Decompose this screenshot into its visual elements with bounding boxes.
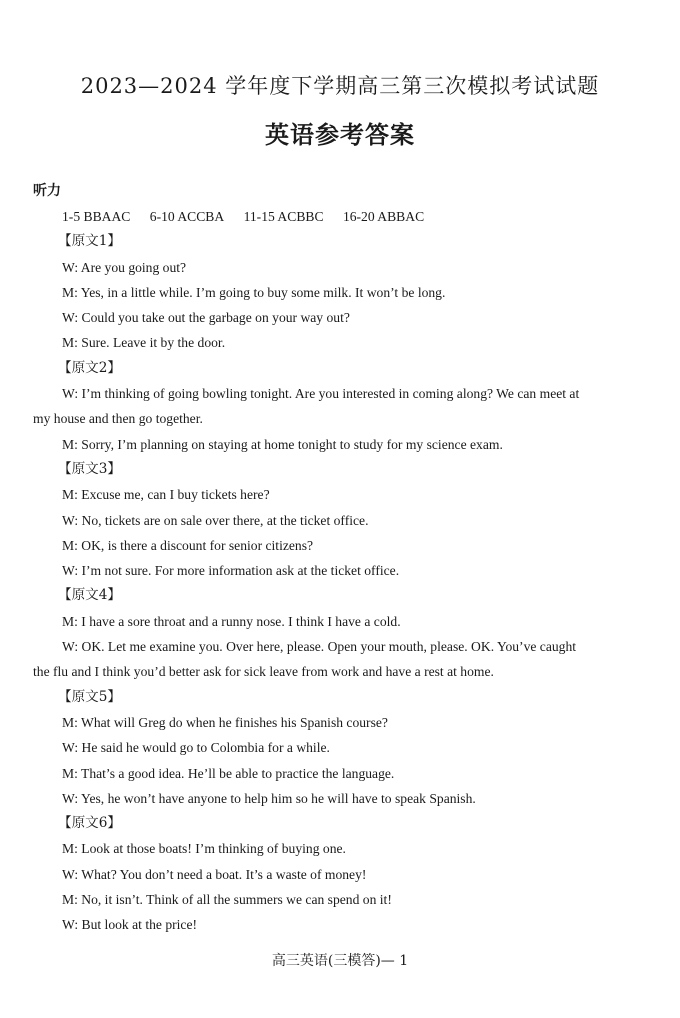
dialogue-line: M: Excuse me, can I buy tickets here?: [62, 487, 270, 503]
dialogue-line: W: Yes, he won’t have anyone to help him so he will have to speak Spanish.: [62, 790, 476, 806]
listening-content: [0, 204, 680, 938]
dialogue-line: W: Are you going out?: [62, 259, 187, 275]
dialogue-line: W: OK. Let me examine you. Over here, please. Open your mouth, please. OK. You’ve caught: [62, 639, 577, 655]
dialogue-line: M: Sorry, I’m planning on staying at home tonight to study for my science exam.: [62, 436, 503, 452]
dialogue-line: W: Could you take out the garbage on your way out?: [62, 310, 350, 326]
exam-title: 2023—2024 学年度下学期高三第三次模拟考试试题: [80, 74, 600, 98]
transcript-label: 【原文5】: [58, 688, 122, 705]
answer-group: 1-5 BBAAC: [62, 209, 131, 224]
transcript-label: 【原文1】: [58, 233, 122, 250]
dialogue-line: W: He said he would go to Colombia for a while.: [62, 740, 330, 756]
transcript-label: 【原文4】: [58, 587, 122, 604]
dialogue-line-continued: the flu and I think you’d better ask for sick leave from work and have a rest at home.: [33, 664, 494, 680]
answer-key-heading: 英语参考答案: [265, 121, 415, 149]
listening-section-label: 听力: [33, 183, 61, 199]
dialogue-line: W: I’m thinking of going bowling tonight. Are you interested in coming along? We can meet at: [62, 386, 580, 402]
dialogue-line: M: No, it isn’t. Think of all the summers we can spend on it!: [62, 892, 392, 908]
dialogue-line: W: What? You don’t need a boat. It’s a waste of money!: [62, 866, 367, 882]
answer-row: [0, 204, 680, 229]
answer-group: 16-20 ABBAC: [342, 209, 425, 224]
dialogue-line: M: Sure. Leave it by the door.: [62, 335, 226, 351]
answer-group: 11-15 ACBBC: [243, 209, 324, 224]
dialogue-line-continued: my house and then go together.: [33, 411, 203, 427]
transcript-label: 【原文2】: [58, 359, 122, 376]
dialogue-line: W: I’m not sure. For more information ask at the ticket office.: [62, 563, 400, 579]
dialogue-line: M: Yes, in a little while. I’m going to buy some milk. It won’t be long.: [62, 284, 446, 300]
dialogue-line: W: No, tickets are on sale over there, at the ticket office.: [62, 512, 369, 528]
answer-group: 6-10 ACCBA: [149, 209, 225, 224]
transcript-label: 【原文6】: [58, 815, 122, 832]
transcript-label: 【原文3】: [58, 460, 122, 477]
dialogue-line: W: But look at the price!: [62, 917, 198, 933]
dialogue-line: M: What will Greg do when he finishes his Spanish course?: [62, 714, 388, 730]
dialogue-line: M: I have a sore throat and a runny nose. I think I have a cold.: [62, 613, 401, 629]
dialogue-line: M: That’s a good idea. He’ll be able to practice the language.: [62, 765, 395, 781]
dialogue-line: M: OK, is there a discount for senior citizens?: [62, 537, 314, 553]
dialogue-line: M: Look at those boats! I’m thinking of buying one.: [62, 841, 346, 857]
page-footer: 高三英语(三模答)— 1: [271, 953, 409, 969]
